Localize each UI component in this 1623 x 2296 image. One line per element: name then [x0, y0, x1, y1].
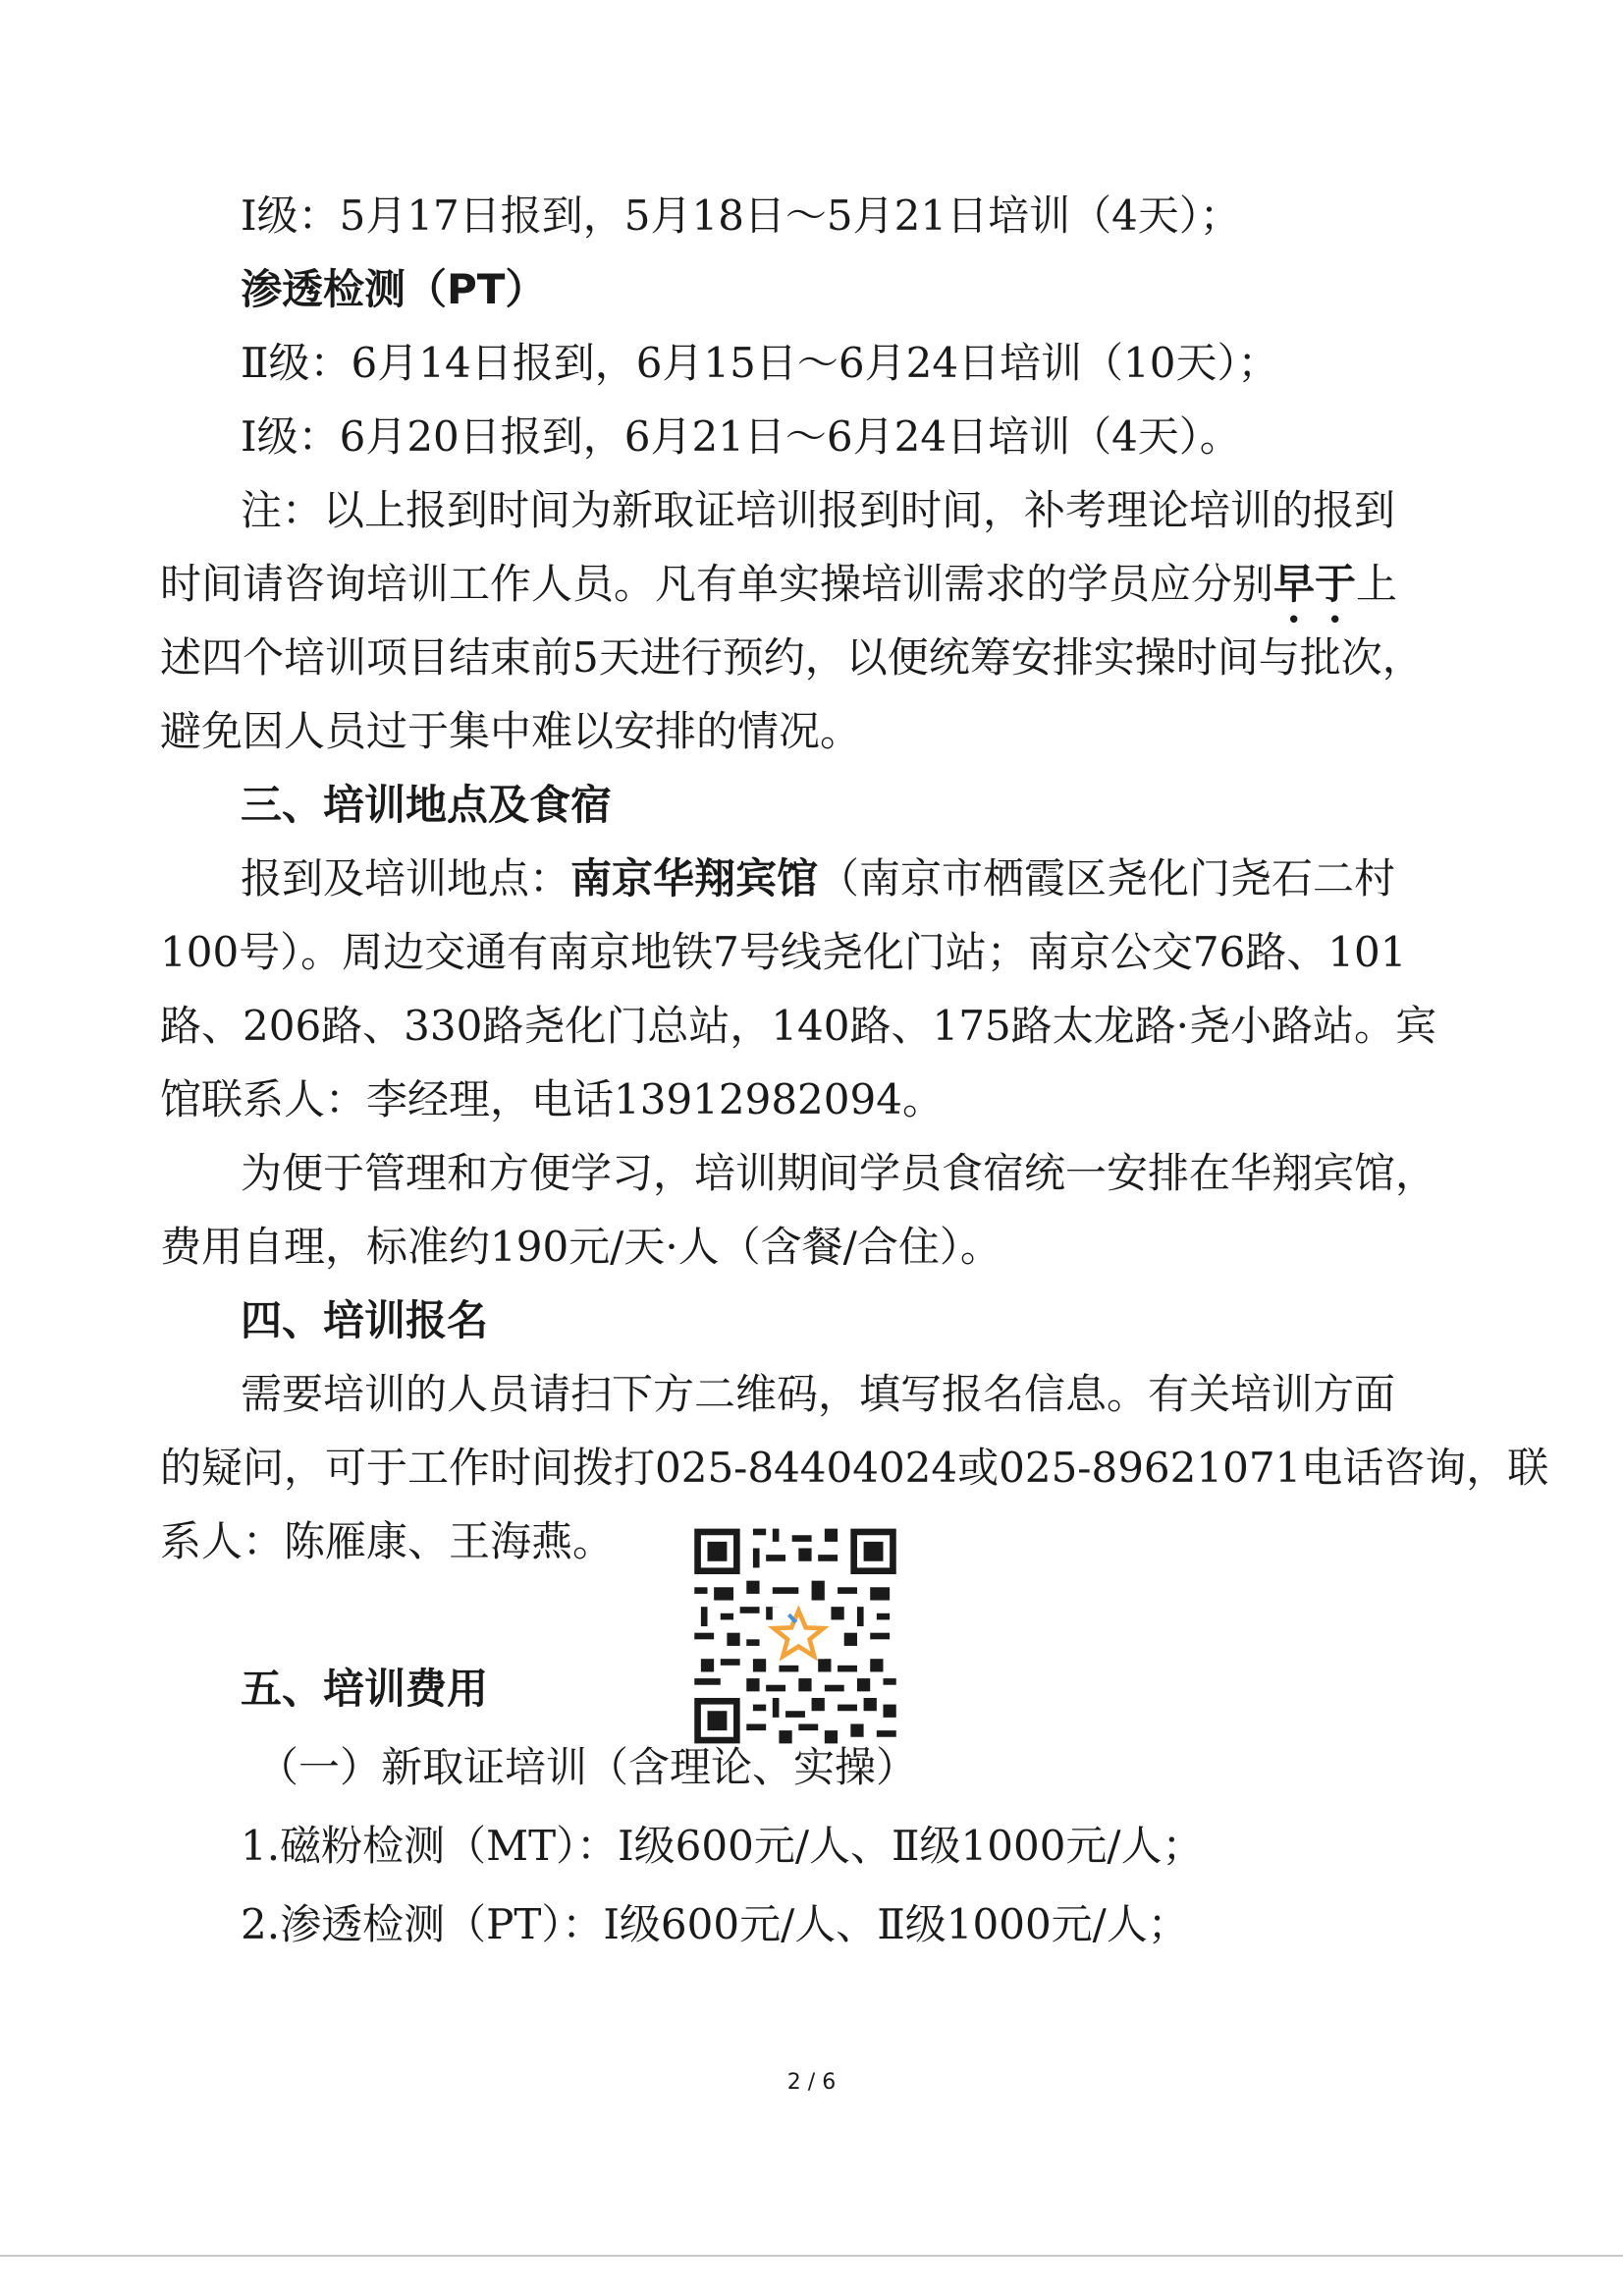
subheading: （一）新取证培训（含理论、实操）	[257, 1743, 918, 1791]
text-span: 上	[1356, 560, 1398, 608]
text-line: Ⅰ级：6月20日报到，6月21日～6月24日培训（4天）。	[241, 412, 1241, 461]
text-line: 费用自理，标准约190元/天·人（含餐/合住）。	[160, 1223, 1001, 1271]
text-line: 路、206路、330路尧化门总站，140路、175路太龙路·尧小路站。宾	[160, 1002, 1437, 1050]
text-line: 1.磁粉检测（MT）：Ⅰ级600元/人、Ⅱ级1000元/人；	[241, 1822, 1204, 1870]
text-line: 避免因人员过于集中难以安排的情况。	[160, 707, 862, 755]
text-line: 为便于管理和方便学习，培训期间学员食宿统一安排在华翔宾馆，	[241, 1149, 1437, 1197]
text-line: 的疑问，可于工作时间拨打025-84404024或025-89621071电话咨询，联	[160, 1444, 1549, 1492]
text-line: 2.渗透检测（PT）：Ⅰ级600元/人、Ⅱ级1000元/人；	[241, 1900, 1189, 1948]
text-line: 系人：陈雁康、王海燕。	[160, 1517, 615, 1565]
text-line: 馆联系人：李经理，电话13912982094。	[160, 1075, 944, 1123]
section-heading: 四、培训报名	[241, 1296, 489, 1344]
text-line	[241, 851, 1395, 906]
text-span: 报到及培训地点：	[241, 854, 571, 902]
text-line: 需要培训的人员请扫下方二维码，填写报名信息。有关培训方面	[241, 1370, 1396, 1418]
text-line: Ⅱ级：6月14日报到，6月15日～6月24日培训（10天）；	[241, 339, 1279, 387]
text-span: （南京市栖霞区尧化门尧石二村	[818, 854, 1396, 902]
text-line: 述四个培训项目结束前5天进行预约，以便统筹安排实操时间与批次，	[160, 633, 1424, 682]
text-line	[160, 557, 1397, 631]
text-line: Ⅰ级：5月17日报到，5月18日～5月21日培训（4天）；	[241, 191, 1241, 240]
page-number: 2 / 6	[786, 2070, 837, 2095]
text-line: 注：以上报到时间为新取证培训报到时间，补考理论培训的报到	[241, 486, 1396, 534]
section-heading: 三、培训地点及食宿	[241, 781, 613, 829]
emphasis-text: 早于	[1273, 560, 1357, 608]
text-span: 时间请咨询培训工作人员。凡有单实操培训需求的学员应分别	[160, 560, 1274, 608]
text-line: 100号）。周边交通有南京地铁7号线尧化门站；南京公交76路、101	[160, 928, 1407, 976]
page-bottom-rule	[0, 2255, 1623, 2257]
section-heading: 五、培训费用	[241, 1665, 489, 1713]
qr-code-icon[interactable]	[687, 1522, 903, 1750]
hotel-name: 南京华翔宾馆	[570, 854, 819, 902]
subheading: 渗透检测（PT）	[241, 265, 547, 313]
